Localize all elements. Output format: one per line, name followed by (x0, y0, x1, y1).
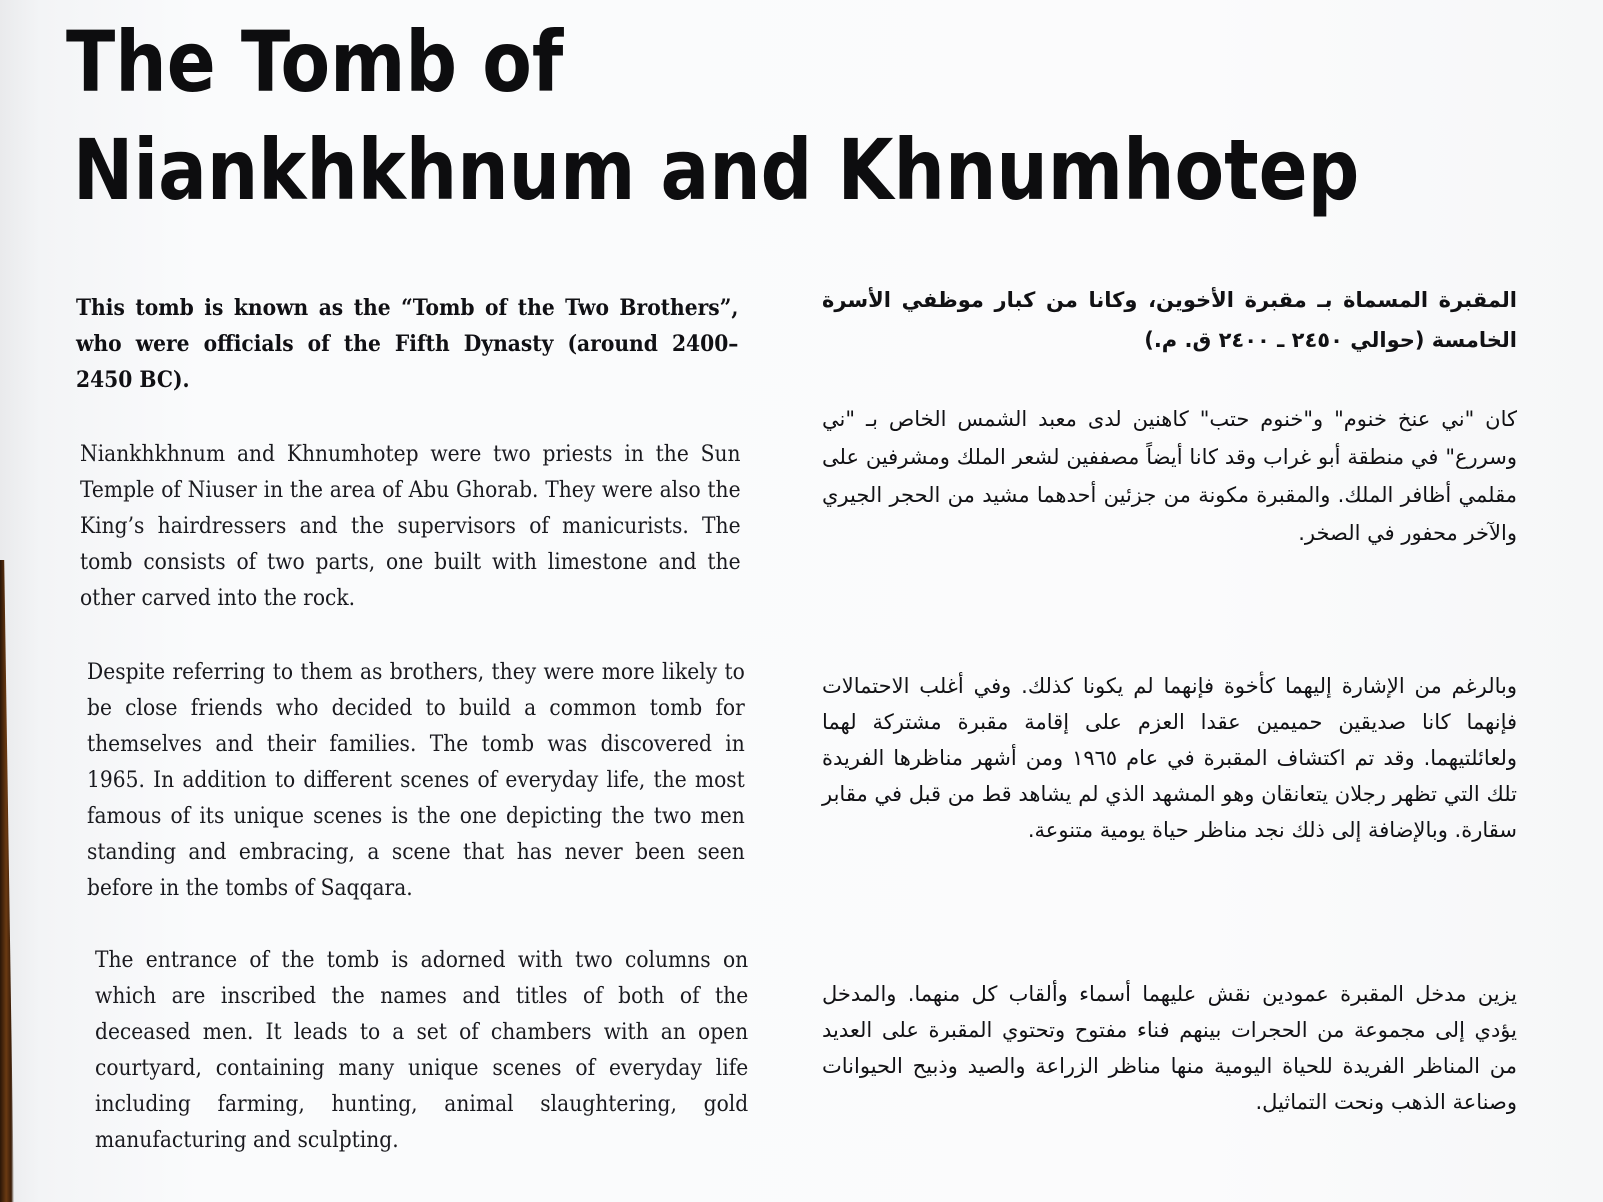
english-paragraph-3: The entrance of the tomb is adorned with two columns on which are inscribed the names and titles of both of the deceased men. It leads to a set of chambers with an open courtyard, containing many unique scenes of everyday life including farming, hunting, animal slaughtering, gold manufacturing and sculpting. (95, 948, 749, 1153)
sign-title (66, 8, 1359, 224)
arabic-paragraph-1: كان "ني عنخ خنوم" و"خنوم حتب" كاهنين لدى معبد الشمس الخاص بـ "ني وسررع" في منطقة أبو غراب وقد كانا أيضاً مصففين لشعر الملك ومشرفين على مقلمي أظافر الملك. والمقبرة مكونة من جزئين أحدهما مشيد من الحجر الجيري والآخر محفور في الصخر. (822, 407, 1517, 545)
english-paragraph-2: Despite referring to them as brothers, they were more likely to be close friends who decided to build a common tomb for themselves and their families. The tomb was discovered in 1965. In addition to different scenes of everyday life, the most famous of its unique scenes is the one depicting the two men standing and embracing, a scene that has never been seen before in the tombs of Saqqara. (87, 660, 745, 901)
arabic-intro: المقبرة المسماة بـ مقبرة الأخوين، وكانا من كبار موظفي الأسرة الخامسة (حوالي ٢٤٥٠ ـ ٢٤٠٠ ق. م.) (822, 288, 1517, 352)
arabic-paragraph-2: وبالرغم من الإشارة إليهما كأخوة فإنهما لم يكونا كذلك. وفي أغلب الاحتمالات فإنهما كانا صديقين حميمين عقدا العزم على إقامة مقبرة مشتركة لهما ولعائلتيهما. وقد تم اكتشاف المقبرة في عام ١٩٦٥ ومن أشهر مناظرها الفريدة تلك التي تظهر رجلان يتعانقان وهو المشهد الذي لم يشاهد قط من قبل في مقابر سقارة. وبالإضافة إلى ذلك نجد مناظر حياة يومية متنوعة. (822, 674, 1518, 842)
arabic-paragraph-3: يزين مدخل المقبرة عمودين نقش عليهما أسماء وألقاب كل منهما. والمدخل يؤدي إلى مجموعة من الحجرات بينهم فناء مفتوح وتحتوي المقبرة على العديد من المناظر الفريدة للحياة اليومية منها مناظر الزراعة والصيد وذبيح الحيوانات وصناعة الذهب ونحت التماثيل. (822, 982, 1517, 1114)
english-paragraph-1: Niankhkhnum and Khnumhotep were two priests in the Sun Temple of Niuser in the area of Abu Ghorab. They were also the King’s hairdressers and the supervisors of manicurists. The tomb consists of two parts, one built with limestone and the other carved into the rock. (80, 442, 741, 611)
english-intro: This tomb is known as the “Tomb of the Two Brothers”, who were officials of the Fifth Dynasty (around 2400–2450 BC). (76, 295, 739, 393)
title-line-1: The Tomb of (66, 13, 564, 111)
title-line-2: Niankhkhnum and Khnumhotep (72, 121, 1360, 219)
sign-frame-edge (0, 560, 14, 1202)
